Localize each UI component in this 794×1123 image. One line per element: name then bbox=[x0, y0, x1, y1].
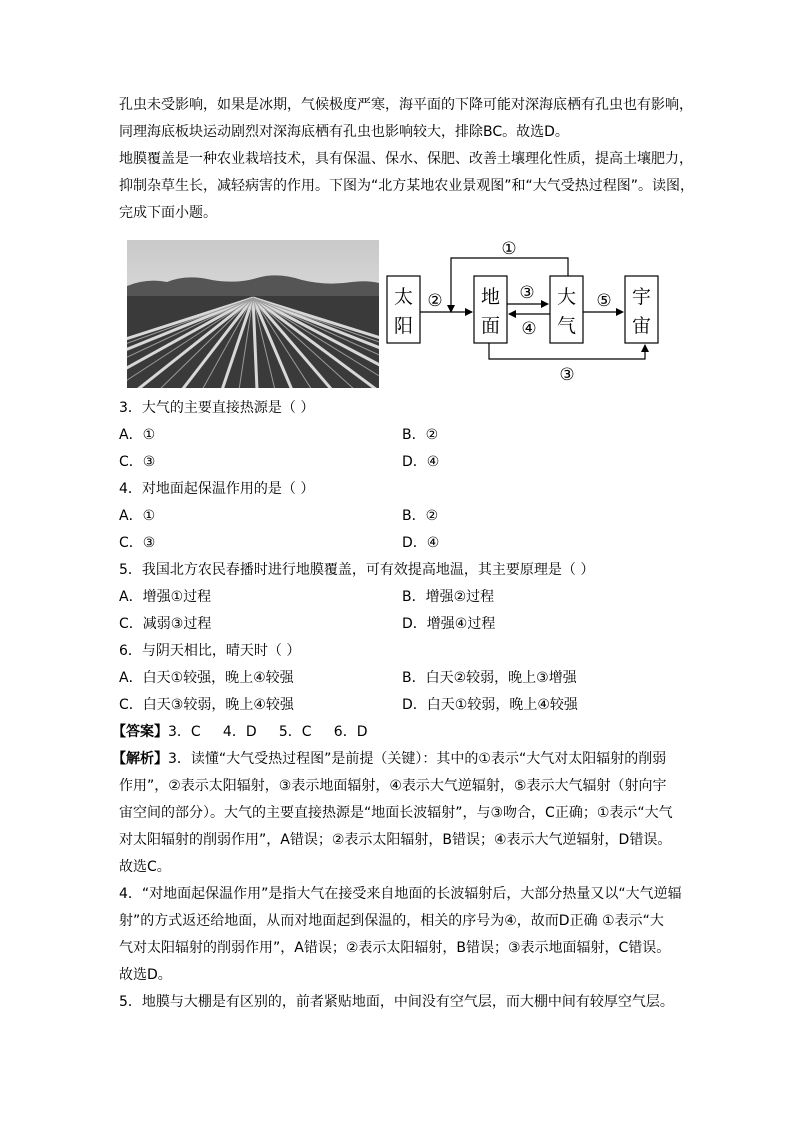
q3-stem: 3．大气的主要直接热源是（ ） bbox=[119, 400, 315, 416]
ground-label-2: 面 bbox=[480, 315, 501, 337]
analysis-text-1: 3．读懂“大气受热过程图”是前提（关键）：其中的①表示“大气对太阳辐射的削弱 bbox=[168, 751, 667, 767]
analysis-tag: 【解析】 bbox=[112, 751, 168, 767]
q5-option-a: A．增强①过程 bbox=[119, 589, 212, 605]
q3-option-d: D．④ bbox=[402, 454, 440, 470]
intro-line-3: 地膜覆盖是一种农业栽培技术，具有保温、保水、保肥、改善土壤理化性质，提高土壤肥力， bbox=[119, 151, 693, 167]
q3-row1 bbox=[119, 422, 679, 449]
analysis-line-3: 宙空间的部分）。大气的主要直接热源是“地面长波辐射”，与③吻合，C正确；①表示“大气 bbox=[119, 805, 673, 821]
intro-line-2: 同理海底板块运动剧烈对深海底栖有孔虫也影响较大，排除BC。故选D。 bbox=[119, 124, 569, 140]
answer-tag: 【答案】 bbox=[112, 724, 168, 740]
label-2: ② bbox=[427, 291, 443, 311]
q6-row1 bbox=[119, 665, 679, 692]
analysis-line-6: 4．“对地面起保温作用”是指大气在接受来自地面的长波辐射后，大部分热量又以“大气逆辐 bbox=[119, 886, 682, 902]
analysis-line-10: 5．地膜与大棚是有区别的，前者紧贴地面，中间没有空气层，而大棚中间有较厚空气层。 bbox=[119, 994, 674, 1010]
q5-option-b: B．增强②过程 bbox=[402, 589, 495, 605]
q3-option-c: C．③ bbox=[119, 454, 156, 470]
heating-process-diagram bbox=[383, 232, 673, 387]
q4-row2 bbox=[119, 530, 679, 557]
q4-option-d: D．④ bbox=[402, 535, 440, 551]
space-label-1: 宇 bbox=[631, 286, 652, 308]
q6-option-d: D．白天①较弱，晚上④较强 bbox=[402, 697, 578, 713]
q6-option-c: C．白天③较弱，晚上④较强 bbox=[119, 697, 294, 713]
q5-option-c: C．减弱③过程 bbox=[119, 616, 212, 632]
q5-row2 bbox=[119, 611, 679, 638]
label-3a: ③ bbox=[519, 283, 535, 303]
analysis-line-2: 作用”，②表示太阳辐射，③表示地面辐射，④表示大气逆辐射，⑤表示大气辐射（射向宇 bbox=[119, 778, 667, 794]
analysis-line-9: 故选D。 bbox=[119, 967, 172, 983]
atmosphere-label-2: 气 bbox=[556, 315, 577, 337]
q4-stem: 4．对地面起保温作用的是（ ） bbox=[119, 481, 315, 497]
label-3b: ③ bbox=[559, 365, 575, 385]
sun-label-1: 太 bbox=[393, 286, 414, 308]
q3-row2 bbox=[119, 449, 679, 476]
farmland-photo bbox=[127, 240, 379, 388]
analysis-line-1 bbox=[112, 746, 672, 773]
q6-option-b: B．白天②较弱，晚上③增强 bbox=[402, 670, 577, 686]
label-5: ⑤ bbox=[596, 291, 612, 311]
q4-option-a: A．① bbox=[119, 508, 156, 524]
analysis-line-5: 故选C。 bbox=[119, 859, 171, 875]
q6-stem: 6．与阴天相比，晴天时（ ） bbox=[119, 643, 301, 659]
label-1: ① bbox=[501, 239, 517, 259]
q6-row2 bbox=[119, 692, 679, 719]
answer-line bbox=[112, 719, 672, 746]
intro-line-5: 完成下面小题。 bbox=[119, 205, 217, 221]
q3-option-b: B．② bbox=[402, 427, 439, 443]
q4-row1 bbox=[119, 503, 679, 530]
answer-text: 3．C 4．D 5．C 6．D bbox=[168, 724, 368, 740]
label-4: ④ bbox=[521, 319, 537, 339]
arrow-3b bbox=[489, 343, 645, 359]
q4-option-b: B．② bbox=[402, 508, 439, 524]
space-label-2: 宙 bbox=[631, 315, 652, 337]
analysis-line-8: 气对太阳辐射的削弱作用”，A错误；②表示太阳辐射，B错误；③表示地面辐射，C错误。 bbox=[119, 940, 671, 956]
q5-stem: 5．我国北方农民春播时进行地膜覆盖，可有效提高地温，其主要原理是（ ） bbox=[119, 562, 595, 578]
sun-label-2: 阳 bbox=[393, 315, 414, 337]
q3-option-a: A．① bbox=[119, 427, 156, 443]
analysis-line-4: 对太阳辐射的削弱作用”，A错误；②表示太阳辐射，B错误；④表示大气逆辐射，D错误。 bbox=[119, 832, 672, 848]
q5-option-d: D．增强④过程 bbox=[402, 616, 496, 632]
ground-label-1: 地 bbox=[480, 286, 501, 308]
q6-option-a: A．白天①较强，晚上④较强 bbox=[119, 670, 294, 686]
q5-row1 bbox=[119, 584, 679, 611]
analysis-line-7: 射”的方式返还给地面，从而对地面起到保温的，相关的序号为④，故而D正确 ①表示“大 bbox=[119, 913, 664, 929]
q4-option-c: C．③ bbox=[119, 535, 156, 551]
intro-line-4: 抑制杂草生长，减轻病害的作用。下图为“北方某地农业景观图”和“大气受热过程图”。读图， bbox=[119, 178, 695, 194]
atmosphere-label-1: 大 bbox=[556, 286, 577, 308]
intro-line-1: 孔虫未受影响，如果是冰期，气候极度严寒，海平面的下降可能对深海底栖有孔虫也有影响， bbox=[119, 97, 693, 113]
